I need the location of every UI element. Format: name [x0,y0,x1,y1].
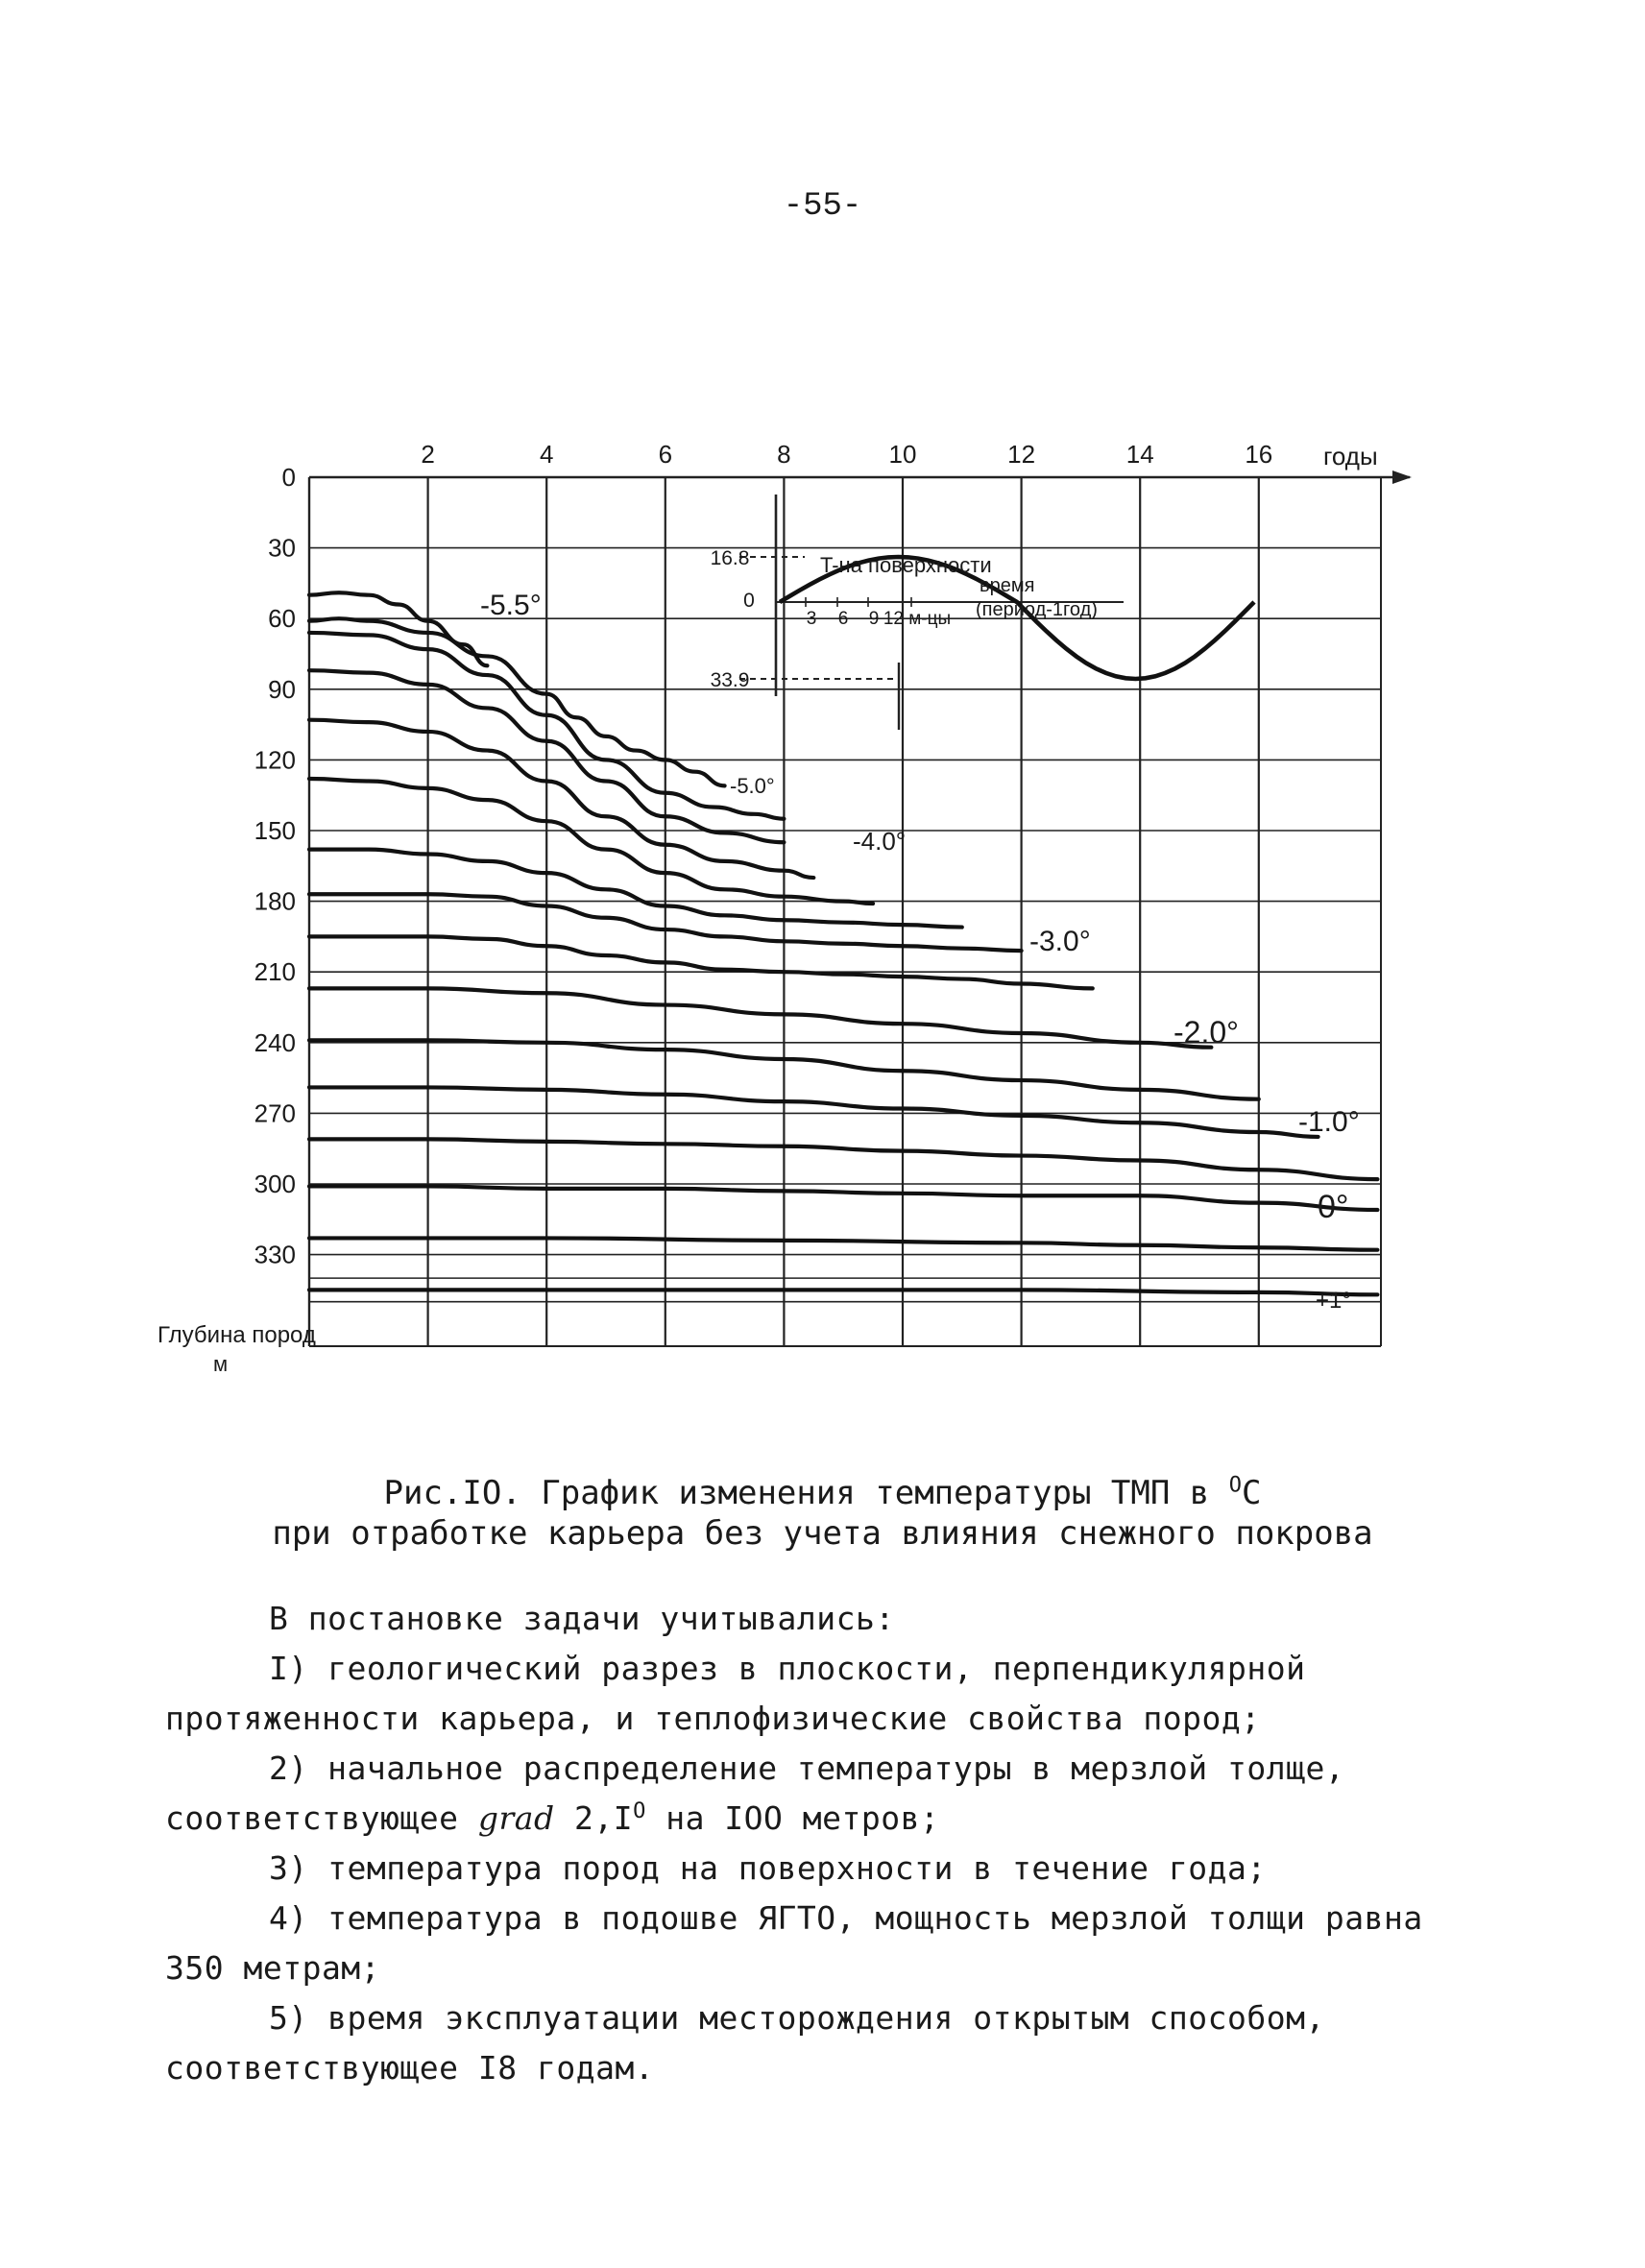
x-tick-label: 8 [777,440,791,469]
y-tick-label: 30 [268,533,296,563]
x-tick-label: 6 [658,440,673,469]
caption-line-2: при отработке карьера без учета влияния снежного покрова [272,1514,1373,1553]
list-item-3: 3) температура пород на поверхности в течение года; [269,1849,1267,1887]
inset-x-tick-label: 12 м-цы [883,609,952,629]
isotherm-line [309,1290,1377,1294]
inset-x-tick-label: 3 [806,609,817,629]
isotherm-label: -5.0° [730,774,775,798]
inset-title: T-на поверхности [820,553,992,577]
caption-line-1: Рис.IO. График изменения температуры ТМП в $^O$C [383,1473,1262,1512]
list-item-4: 4) температура в подошве ЯГТО, мощность мерзлой толщи равна 350 метрам; [165,1899,1423,1987]
y-tick-label: 0 [281,463,296,492]
body-text [165,1594,1471,2093]
inset-x-label: время [980,575,1035,596]
chart-grid [309,477,1381,1346]
isotherm-label: -1.0° [1298,1106,1360,1138]
inset-y-tick-label: 33.9 [710,669,750,691]
x-axis-arrow [1392,470,1412,484]
y-tick-label: 120 [254,745,296,775]
x-tick-label: 10 [888,440,917,469]
isotherm-line [309,936,1093,988]
isotherm-line [309,592,487,665]
y-tick-label: 180 [254,886,296,916]
inset-x-tick-label: 6 [837,609,849,629]
list-item-5: 5) время эксплуатации месторождения открытым способом, соответствующее I8 годам. [165,1999,1325,2087]
inset-y-tick-label: 16.8 [710,547,750,569]
x-tick-label: 12 [1007,440,1036,469]
y-tick-label: 270 [254,1098,296,1128]
inset-x-tick-label: 9 [868,609,880,629]
figure-caption [0,1473,1645,1554]
isotherm-label: -5.5° [480,590,542,621]
x-tick-label: 16 [1245,440,1273,469]
x-tick-label: 4 [539,440,554,469]
chart-labels [480,590,1360,1314]
inset-x-label-period: (период-1год) [976,599,1098,620]
y-tick-label: 150 [254,816,296,845]
y-tick-label: 210 [254,957,296,987]
y-axis-label: Глубина пород [157,1322,316,1348]
x-tick-label: 14 [1125,440,1154,469]
isotherm-line [309,779,873,904]
y-tick-label: 90 [268,674,296,704]
y-tick-label: 300 [254,1170,296,1198]
page-number: -55- [783,188,862,225]
x-axis-label: годы [1323,442,1378,470]
list-item-1: I) геологический разрез в плоскости, перпендикулярной протяженности карьера, и теплофизические свойства пород; [165,1650,1306,1737]
chart-series [309,592,1377,1294]
list-item-2: 2) начальное распределение температуры в мерзлой толще, соответствующее grad $2,I^O$ на IOO метров; [165,1749,1345,1837]
y-tick-label: 330 [254,1240,296,1269]
isotherm-label: -2.0° [1173,1015,1239,1050]
surface-temperature-inset [711,495,1254,730]
intro-paragraph: В постановке задачи учитывались: [269,1600,895,1637]
isotherm-line [309,1087,1318,1137]
isotherm-line [309,1186,1377,1210]
isotherm-label: -3.0° [1029,926,1091,957]
isotherm-line [309,1238,1377,1249]
x-tick-label: 2 [421,440,435,469]
y-axis-unit: м [213,1352,229,1376]
isotherm-label: 0° [1318,1189,1349,1225]
isotherm-label: -4.0° [853,827,907,856]
isotherm-label: +1° [1316,1288,1351,1314]
y-tick-label: 60 [268,604,296,634]
y-tick-label: 240 [254,1027,296,1057]
inset-y-tick-label: 0 [743,590,755,612]
isotherm-line [309,1139,1377,1179]
isotherm-line [309,618,725,785]
